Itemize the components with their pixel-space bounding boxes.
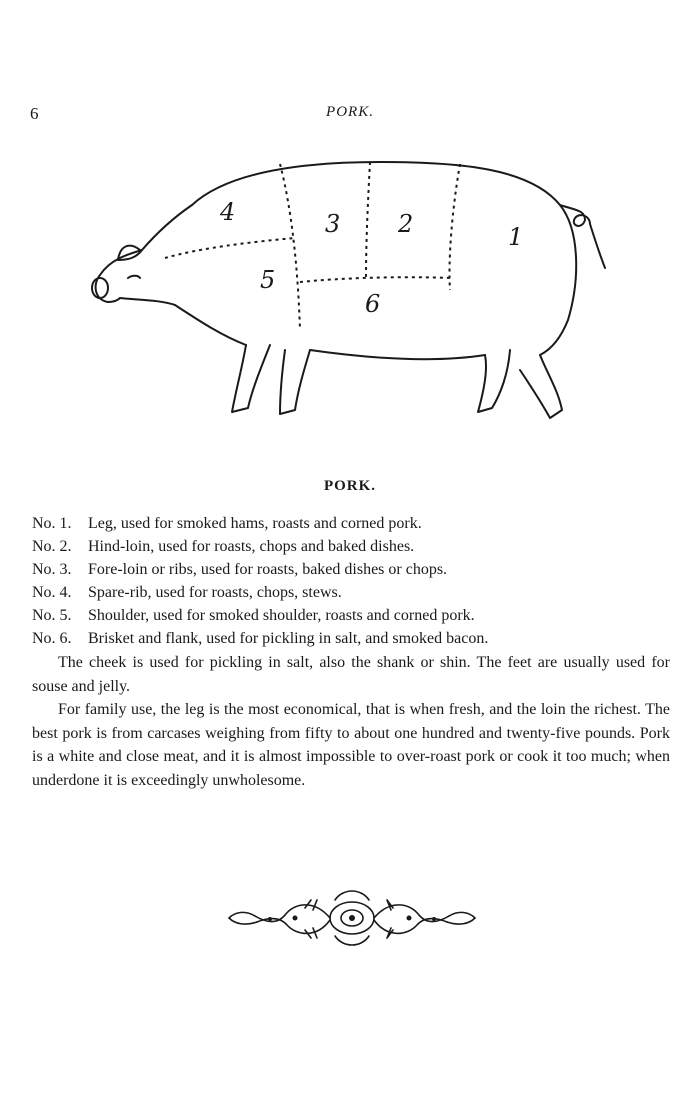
cut-description: Shoulder, used for smoked shoulder, roasts and corned pork.	[88, 607, 475, 624]
cut-number: No. 5.	[32, 607, 72, 624]
cut-description: Fore-loin or ribs, used for roasts, baked dishes or chops.	[88, 561, 448, 578]
paragraph-family-use: For family use, the leg is the most economical, that is when fresh, and the loin the richest. The best pork is from carcases weighing from fifty to about one hundred and twenty-five pounds. Pork is a white and close meat, and it is almost impossible to over-roast pork or cook it too much; when underdone it is exceedingly unwholesome.	[32, 701, 670, 789]
list-item	[32, 512, 672, 535]
svg-text:5: 5	[260, 266, 276, 294]
cut-number: No. 6.	[32, 630, 72, 647]
svg-text:2: 2	[398, 210, 414, 238]
svg-text:4: 4	[220, 198, 236, 226]
cut-number: No. 1.	[32, 515, 72, 532]
body-text	[32, 651, 670, 792]
cut-number: No. 2.	[32, 538, 72, 555]
cut-number: No. 3.	[32, 561, 72, 578]
cuts-list	[32, 512, 672, 650]
list-item	[32, 581, 672, 604]
svg-text:1: 1	[508, 223, 524, 251]
floral-ornament-icon	[225, 880, 480, 958]
pig-cuts-diagram-icon	[80, 150, 620, 435]
cut-description: Leg, used for smoked hams, roasts and corned pork.	[88, 515, 422, 532]
cut-description: Brisket and flank, used for pickling in salt, and smoked bacon.	[88, 630, 489, 647]
running-head: PORK.	[326, 104, 374, 120]
svg-text:6: 6	[365, 290, 381, 318]
list-item	[32, 627, 672, 650]
list-item	[32, 604, 672, 627]
list-item	[32, 535, 672, 558]
cut-description: Spare-rib, used for roasts, chops, stews.	[88, 584, 342, 601]
paragraph-cheek: The cheek is used for pickling in salt, also the shank or shin. The feet are usually used for souse and jelly.	[32, 654, 670, 695]
page-number: 6	[30, 104, 39, 123]
section-title: PORK.	[323, 478, 377, 494]
cut-description: Hind-loin, used for roasts, chops and baked dishes.	[88, 538, 415, 555]
list-item	[32, 558, 672, 581]
cut-number: No. 4.	[32, 584, 72, 601]
svg-text:3: 3	[325, 210, 341, 238]
